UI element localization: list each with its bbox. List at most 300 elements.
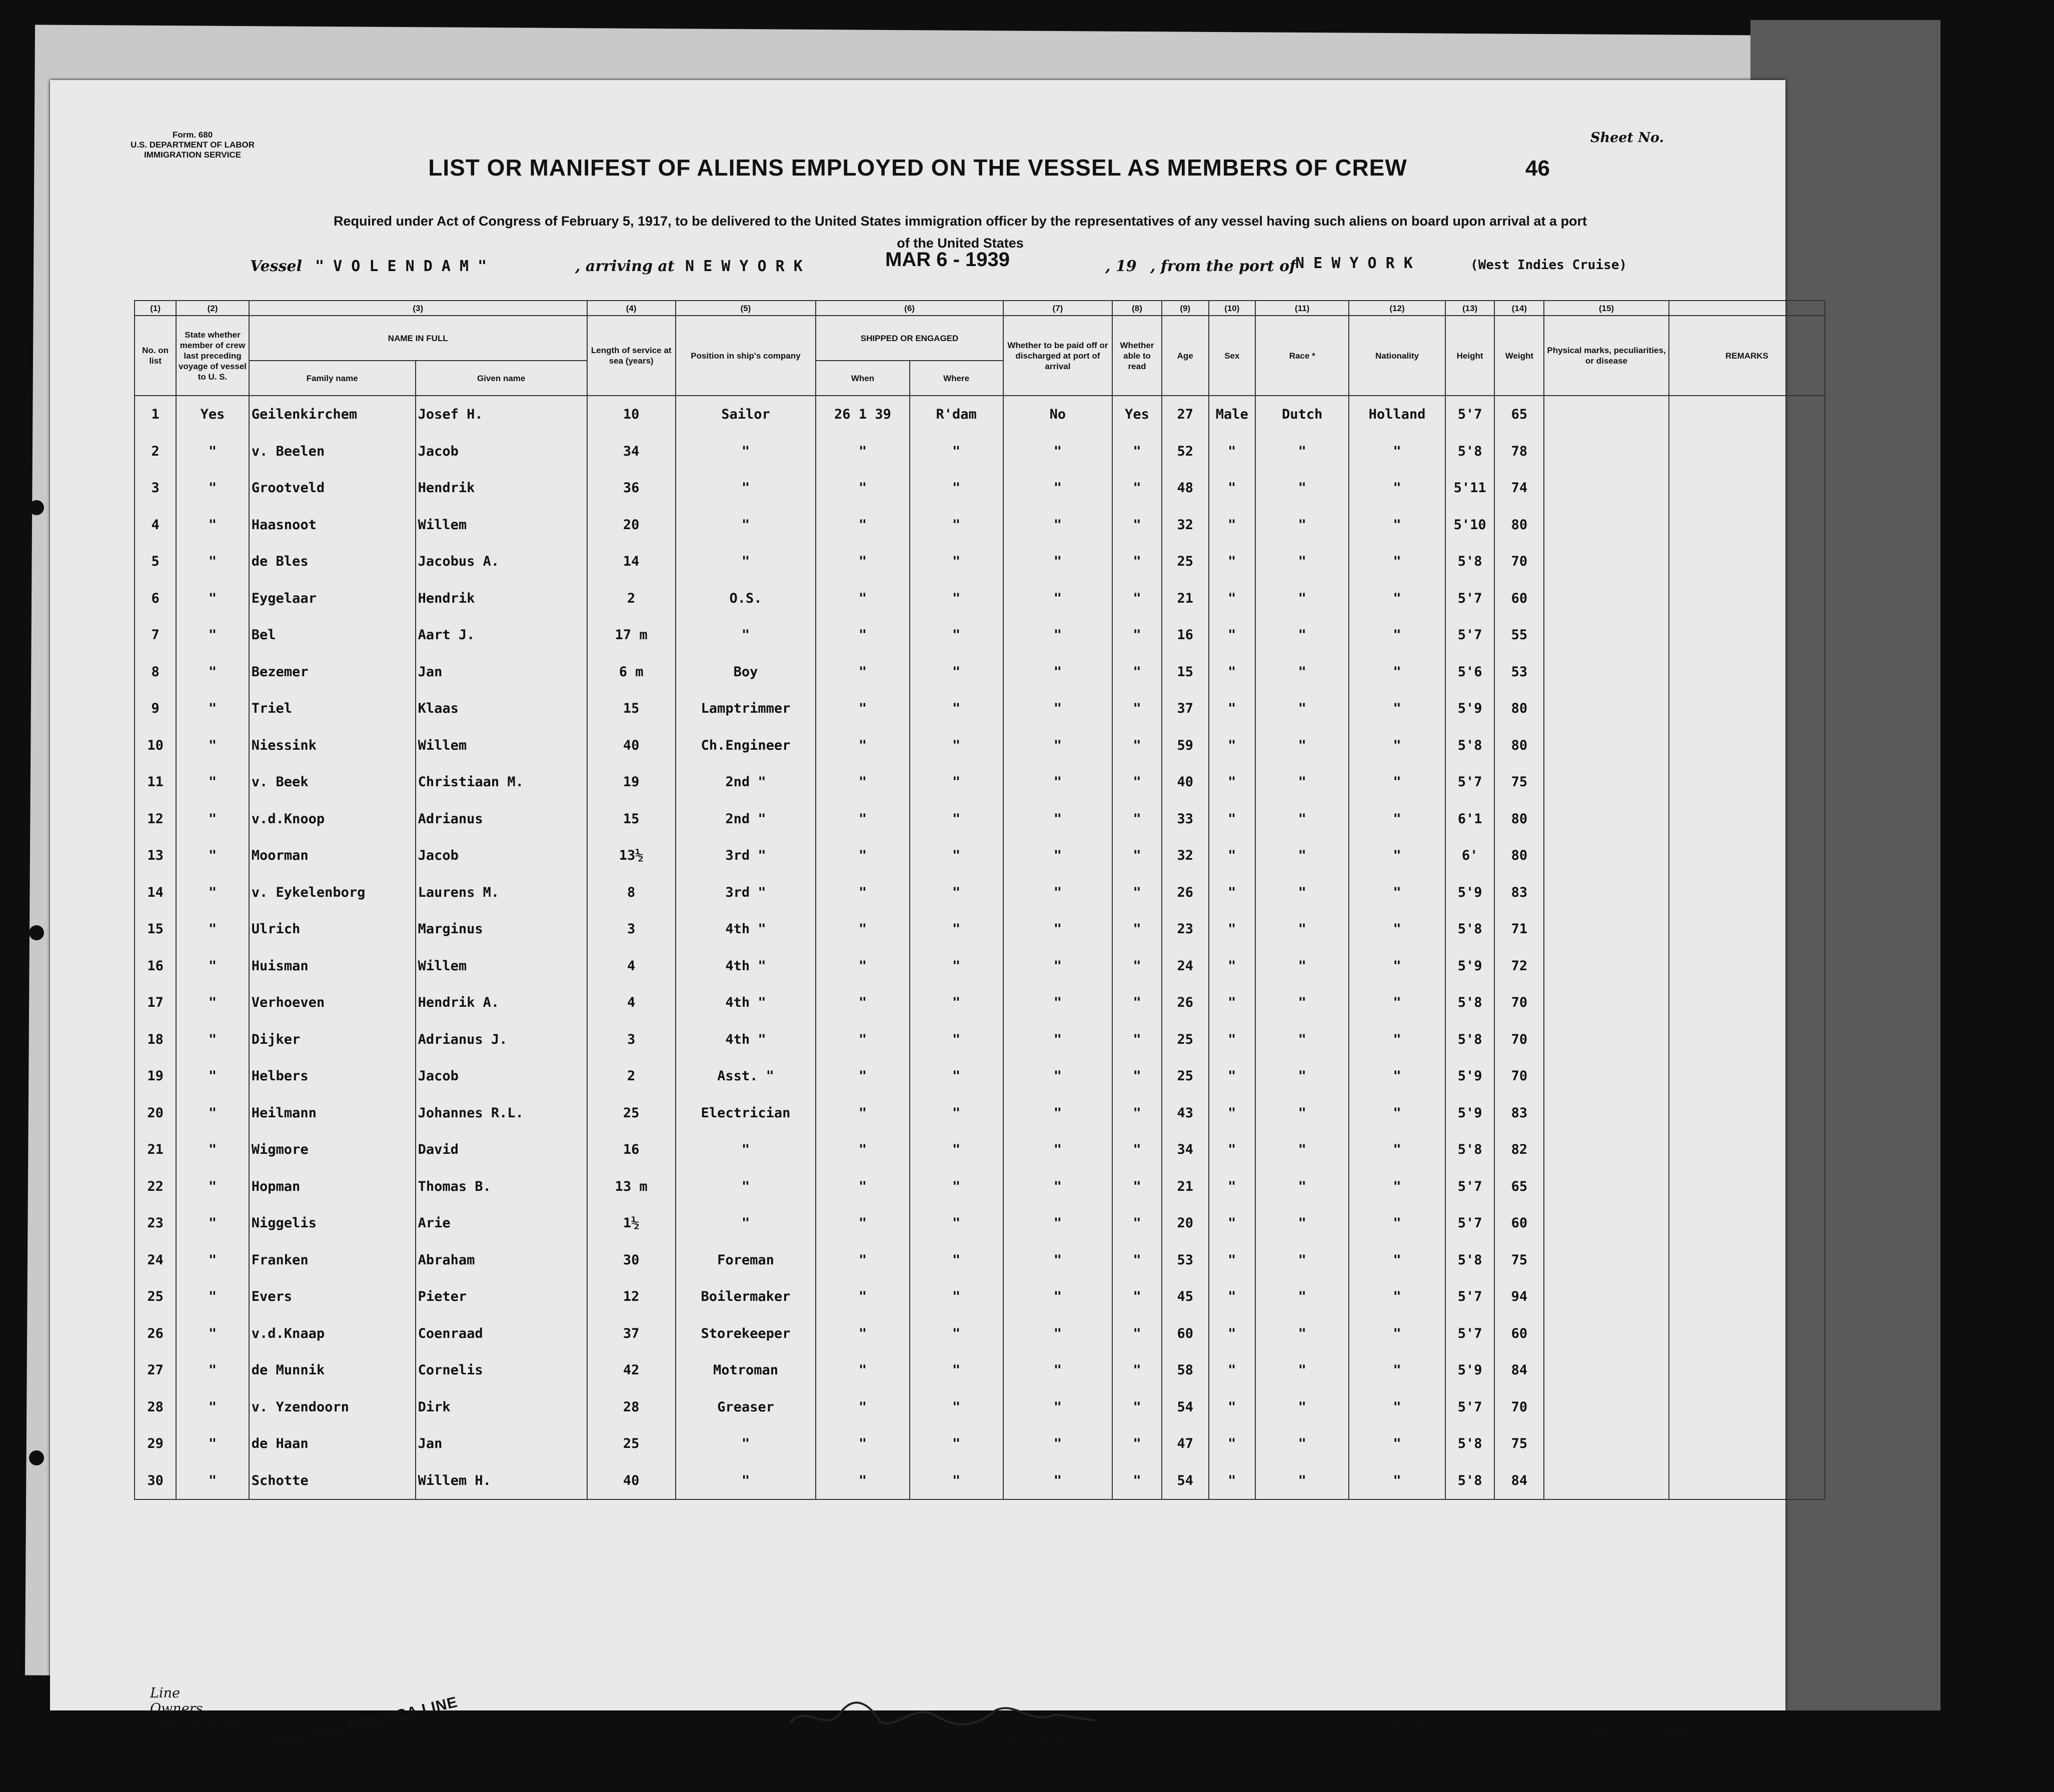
cell-nationality: "	[1349, 801, 1445, 838]
cell-remarks	[1669, 948, 1825, 985]
cell-service-length: 37	[587, 1315, 676, 1352]
cell-sex: "	[1209, 470, 1256, 507]
cell-nationality: "	[1349, 1352, 1445, 1389]
table-row	[135, 617, 1825, 654]
cell-age: 43	[1162, 1095, 1209, 1132]
cell-weight: 80	[1494, 507, 1544, 544]
cell-sex: "	[1209, 1315, 1256, 1352]
cell-nationality: "	[1349, 470, 1445, 507]
cell-nationality: "	[1349, 617, 1445, 654]
cell-able-to-read: "	[1112, 1095, 1162, 1132]
table-row	[135, 837, 1825, 874]
cell-family-name: Grootveld	[249, 470, 416, 507]
cell-remarks	[1669, 1205, 1825, 1242]
cell-row-number: 27	[135, 1352, 176, 1389]
header-prev-voyage: State whether member of crew last preceding voyage of vessel to U. S.	[176, 316, 249, 396]
cell-shipped-when: "	[816, 1021, 909, 1058]
table-row	[135, 433, 1825, 470]
colnum-13: (13)	[1445, 301, 1495, 316]
cell-shipped-where: "	[910, 948, 1003, 985]
cell-nationality: "	[1349, 727, 1445, 764]
cell-able-to-read: "	[1112, 1425, 1162, 1462]
cell-row-number: 16	[135, 948, 176, 985]
cell-physical-marks	[1544, 1315, 1669, 1352]
table-row	[135, 1131, 1825, 1168]
cell-shipped-where: "	[910, 1168, 1003, 1205]
cell-age: 15	[1162, 654, 1209, 691]
cell-shipped-when: "	[816, 1425, 909, 1462]
cell-nationality: "	[1349, 764, 1445, 801]
cell-remarks	[1669, 1095, 1825, 1132]
cell-race: "	[1255, 1021, 1349, 1058]
vessel-name: " V O L E N D A M "	[315, 258, 487, 275]
cell-paid-off: "	[1003, 764, 1112, 801]
cell-prev-voyage: "	[176, 764, 249, 801]
colnum-remarks	[1669, 301, 1825, 316]
cell-given-name: Willem	[416, 727, 587, 764]
cell-family-name: Bel	[249, 617, 416, 654]
cell-height: 5'9	[1445, 948, 1495, 985]
cell-age: 27	[1162, 396, 1209, 433]
cell-given-name: Jacob	[416, 1058, 587, 1095]
table-row	[135, 690, 1825, 727]
cell-race: "	[1255, 874, 1349, 911]
cell-age: 25	[1162, 1058, 1209, 1095]
cell-family-name: Eygelaar	[249, 580, 416, 617]
cell-able-to-read: "	[1112, 1021, 1162, 1058]
cell-shipped-where: "	[910, 507, 1003, 544]
cell-paid-off: "	[1003, 874, 1112, 911]
from-port: N E W Y O R K	[1295, 255, 1413, 272]
cell-shipped-where: "	[910, 874, 1003, 911]
cell-age: 53	[1162, 1242, 1209, 1279]
cell-physical-marks	[1544, 396, 1669, 433]
cell-family-name: v. Yzendoorn	[249, 1389, 416, 1426]
header-length-service: Length of service at sea (years)	[587, 316, 676, 396]
cell-prev-voyage: "	[176, 1278, 249, 1315]
cell-given-name: Jan	[416, 654, 587, 691]
cell-prev-voyage: "	[176, 984, 249, 1021]
punch-hole	[29, 1450, 44, 1465]
cell-height: 5'7	[1445, 1278, 1495, 1315]
cell-paid-off: "	[1003, 727, 1112, 764]
cell-given-name: Hendrik A.	[416, 984, 587, 1021]
cell-given-name: Coenraad	[416, 1315, 587, 1352]
cell-shipped-when: "	[816, 837, 909, 874]
cell-height: 5'7	[1445, 1168, 1495, 1205]
cell-paid-off: "	[1003, 837, 1112, 874]
cell-height: 5'7	[1445, 580, 1495, 617]
table-row	[135, 911, 1825, 948]
cell-sex: "	[1209, 1021, 1256, 1058]
cell-prev-voyage: "	[176, 1058, 249, 1095]
cell-sex: "	[1209, 617, 1256, 654]
table-row	[135, 874, 1825, 911]
cell-weight: 78	[1494, 433, 1544, 470]
cell-age: 24	[1162, 948, 1209, 985]
cell-race: "	[1255, 948, 1349, 985]
cell-given-name: David	[416, 1131, 587, 1168]
cell-paid-off: "	[1003, 654, 1112, 691]
cell-prev-voyage: "	[176, 727, 249, 764]
cell-nationality: Holland	[1349, 396, 1445, 433]
cell-able-to-read: "	[1112, 1462, 1162, 1500]
cell-race: "	[1255, 1058, 1349, 1095]
note-races: * See list of races on back hereof.	[1300, 1716, 1454, 1726]
cell-able-to-read: "	[1112, 690, 1162, 727]
cell-physical-marks	[1544, 1131, 1669, 1168]
cell-height: 5'8	[1445, 1021, 1495, 1058]
cell-sex: "	[1209, 764, 1256, 801]
cell-shipped-where: "	[910, 764, 1003, 801]
cell-weight: 80	[1494, 690, 1544, 727]
cell-weight: 53	[1494, 654, 1544, 691]
cell-height: 5'8	[1445, 984, 1495, 1021]
cell-prev-voyage: "	[176, 580, 249, 617]
cell-row-number: 2	[135, 433, 176, 470]
cell-service-length: 8	[587, 874, 676, 911]
cell-shipped-where: "	[910, 1425, 1003, 1462]
crew-rows	[135, 396, 1825, 1499]
cell-physical-marks	[1544, 543, 1669, 580]
cell-given-name: Hendrik	[416, 470, 587, 507]
cell-age: 40	[1162, 764, 1209, 801]
cell-height: 5'8	[1445, 727, 1495, 764]
cell-family-name: Bezemer	[249, 654, 416, 691]
header-paid-off: Whether to be paid off or discharged at port of arrival	[1003, 316, 1112, 396]
cell-physical-marks	[1544, 874, 1669, 911]
cell-position: "	[676, 543, 816, 580]
cell-given-name: Jacobus A.	[416, 543, 587, 580]
cell-paid-off: "	[1003, 1095, 1112, 1132]
cell-prev-voyage: "	[176, 1315, 249, 1352]
cell-paid-off: "	[1003, 1205, 1112, 1242]
cell-able-to-read: "	[1112, 1058, 1162, 1095]
cell-able-to-read: "	[1112, 764, 1162, 801]
cell-shipped-where: "	[910, 543, 1003, 580]
cell-able-to-read: "	[1112, 801, 1162, 838]
cell-shipped-where: "	[910, 727, 1003, 764]
cell-shipped-where: "	[910, 984, 1003, 1021]
cell-weight: 70	[1494, 984, 1544, 1021]
cell-row-number: 13	[135, 837, 176, 874]
cell-row-number: 26	[135, 1315, 176, 1352]
cell-family-name: de Munnik	[249, 1352, 416, 1389]
cell-given-name: Abraham	[416, 1242, 587, 1279]
cell-row-number: 6	[135, 580, 176, 617]
cell-nationality: "	[1349, 911, 1445, 948]
cell-physical-marks	[1544, 1205, 1669, 1242]
cell-sex: "	[1209, 543, 1256, 580]
vessel-line	[145, 249, 1775, 288]
cell-prev-voyage: "	[176, 507, 249, 544]
cell-age: 20	[1162, 1205, 1209, 1242]
cell-service-length: 25	[587, 1425, 676, 1462]
cell-race: "	[1255, 1205, 1349, 1242]
sheet-number-label: Sheet No.	[1590, 130, 1664, 146]
cell-shipped-where: "	[910, 433, 1003, 470]
cell-position: 2nd "	[676, 764, 816, 801]
cell-age: 25	[1162, 543, 1209, 580]
cell-nationality: "	[1349, 874, 1445, 911]
cell-row-number: 18	[135, 1021, 176, 1058]
cell-sex: "	[1209, 984, 1256, 1021]
cell-paid-off: "	[1003, 1425, 1112, 1462]
cell-sex: "	[1209, 1131, 1256, 1168]
cell-physical-marks	[1544, 1021, 1669, 1058]
cell-row-number: 19	[135, 1058, 176, 1095]
cell-able-to-read: "	[1112, 911, 1162, 948]
cell-service-length: 2	[587, 1058, 676, 1095]
cell-height: 5'7	[1445, 764, 1495, 801]
cell-shipped-when: "	[816, 433, 909, 470]
cell-weight: 80	[1494, 801, 1544, 838]
cell-shipped-where: "	[910, 617, 1003, 654]
cell-shipped-when: "	[816, 690, 909, 727]
cell-row-number: 3	[135, 470, 176, 507]
header-name-in-full: NAME IN FULL	[249, 316, 587, 361]
cell-physical-marks	[1544, 1242, 1669, 1279]
cell-row-number: 17	[135, 984, 176, 1021]
cell-given-name: Jacob	[416, 837, 587, 874]
header-height: Height	[1445, 316, 1495, 396]
cell-physical-marks	[1544, 948, 1669, 985]
cell-physical-marks	[1544, 507, 1669, 544]
cell-service-length: 15	[587, 690, 676, 727]
colnum-4: (4)	[587, 301, 676, 316]
cell-position: O.S.	[676, 580, 816, 617]
cell-age: 52	[1162, 433, 1209, 470]
cell-able-to-read: "	[1112, 1389, 1162, 1426]
line-label: Line	[150, 1685, 180, 1701]
cell-shipped-when: "	[816, 764, 909, 801]
cell-given-name: Adrianus J.	[416, 1021, 587, 1058]
cell-age: 60	[1162, 1315, 1209, 1352]
cell-able-to-read: "	[1112, 727, 1162, 764]
cell-physical-marks	[1544, 1425, 1669, 1462]
cell-paid-off: "	[1003, 507, 1112, 544]
cell-remarks	[1669, 1278, 1825, 1315]
date-stamp: MAR 6 - 1939	[885, 249, 1010, 271]
cell-service-length: 34	[587, 433, 676, 470]
cell-sex: "	[1209, 1168, 1256, 1205]
cell-remarks	[1669, 1131, 1825, 1168]
local-agents-label: Local Agents	[150, 1716, 239, 1732]
from-port-label: , from the port of	[1150, 258, 1296, 275]
cell-shipped-when: "	[816, 1168, 909, 1205]
cell-shipped-where: "	[910, 801, 1003, 838]
cell-given-name: Arie	[416, 1205, 587, 1242]
cell-position: "	[676, 1425, 816, 1462]
cell-weight: 82	[1494, 1131, 1544, 1168]
cell-row-number: 14	[135, 874, 176, 911]
cell-physical-marks	[1544, 1389, 1669, 1426]
colnum-5: (5)	[676, 301, 816, 316]
cell-shipped-when: "	[816, 984, 909, 1021]
cell-row-number: 5	[135, 543, 176, 580]
cell-position: 4th "	[676, 1021, 816, 1058]
cell-height: 5'8	[1445, 1425, 1495, 1462]
cell-nationality: "	[1349, 1205, 1445, 1242]
cell-given-name: Adrianus	[416, 801, 587, 838]
cell-physical-marks	[1544, 837, 1669, 874]
cell-age: 32	[1162, 837, 1209, 874]
cell-physical-marks	[1544, 654, 1669, 691]
table-row	[135, 1058, 1825, 1095]
cell-family-name: Heilmann	[249, 1095, 416, 1132]
department-name: U.S. DEPARTMENT OF LABOR	[130, 140, 255, 150]
cell-family-name: Hopman	[249, 1168, 416, 1205]
cell-able-to-read: "	[1112, 580, 1162, 617]
cell-shipped-where: "	[910, 654, 1003, 691]
cell-position: 2nd "	[676, 801, 816, 838]
cell-nationality: "	[1349, 948, 1445, 985]
cell-age: 21	[1162, 580, 1209, 617]
cell-sex: "	[1209, 654, 1256, 691]
cell-row-number: 12	[135, 801, 176, 838]
cell-nationality: "	[1349, 1462, 1445, 1500]
cell-age: 32	[1162, 507, 1209, 544]
cell-age: 26	[1162, 874, 1209, 911]
cell-able-to-read: "	[1112, 1278, 1162, 1315]
cell-race: "	[1255, 1389, 1349, 1426]
cell-service-length: 14	[587, 543, 676, 580]
cell-physical-marks	[1544, 1462, 1669, 1500]
cell-remarks	[1669, 764, 1825, 801]
cell-physical-marks	[1544, 911, 1669, 948]
cell-given-name: Laurens M.	[416, 874, 587, 911]
cell-paid-off: "	[1003, 1021, 1112, 1058]
cell-shipped-when: "	[816, 1462, 909, 1500]
header-when: When	[816, 361, 909, 396]
cell-shipped-when: "	[816, 948, 909, 985]
table-row	[135, 470, 1825, 507]
cell-prev-voyage: "	[176, 1021, 249, 1058]
cell-shipped-when: "	[816, 727, 909, 764]
cell-given-name: Johannes R.L.	[416, 1095, 587, 1132]
cell-nationality: "	[1349, 433, 1445, 470]
cell-height: 5'8	[1445, 433, 1495, 470]
cell-sex: "	[1209, 507, 1256, 544]
cell-prev-voyage: "	[176, 801, 249, 838]
colnum-7: (7)	[1003, 301, 1112, 316]
cell-given-name: Josef H.	[416, 396, 587, 433]
cell-family-name: Dijker	[249, 1021, 416, 1058]
cell-sex: "	[1209, 1242, 1256, 1279]
column-number-row	[135, 301, 1825, 316]
cell-paid-off: "	[1003, 1352, 1112, 1389]
cell-row-number: 8	[135, 654, 176, 691]
cell-weight: 75	[1494, 1242, 1544, 1279]
cell-race: "	[1255, 1278, 1349, 1315]
cell-sex: "	[1209, 1205, 1256, 1242]
cell-given-name: Willem H.	[416, 1462, 587, 1500]
table-row	[135, 507, 1825, 544]
cell-family-name: Franken	[249, 1242, 416, 1279]
cell-height: 5'8	[1445, 911, 1495, 948]
cruise-note: (West Indies Cruise)	[1470, 258, 1627, 273]
cell-height: 5'7	[1445, 1205, 1495, 1242]
cell-able-to-read: "	[1112, 1131, 1162, 1168]
cell-row-number: 25	[135, 1278, 176, 1315]
cell-service-length: 19	[587, 764, 676, 801]
cell-physical-marks	[1544, 1095, 1669, 1132]
cell-age: 37	[1162, 690, 1209, 727]
cell-shipped-when: "	[816, 1205, 909, 1242]
cell-prev-voyage: "	[176, 911, 249, 948]
cell-race: "	[1255, 543, 1349, 580]
cell-prev-voyage: "	[176, 1425, 249, 1462]
header-family-name: Family name	[249, 361, 416, 396]
cell-shipped-where: R'dam	[910, 396, 1003, 433]
cell-weight: 72	[1494, 948, 1544, 985]
cell-height: 5'8	[1445, 543, 1495, 580]
cell-family-name: Geilenkirchem	[249, 396, 416, 433]
page-number: 46	[1525, 156, 1550, 181]
cell-service-length: 3	[587, 911, 676, 948]
cell-sex: "	[1209, 1389, 1256, 1426]
cell-able-to-read: "	[1112, 984, 1162, 1021]
cell-remarks	[1669, 507, 1825, 544]
cell-remarks	[1669, 727, 1825, 764]
cell-nationality: "	[1349, 654, 1445, 691]
cell-physical-marks	[1544, 1352, 1669, 1389]
cell-weight: 70	[1494, 1021, 1544, 1058]
colnum-11: (11)	[1255, 301, 1349, 316]
cell-race: Dutch	[1255, 396, 1349, 433]
cell-row-number: 11	[135, 764, 176, 801]
cell-shipped-when: "	[816, 1242, 909, 1279]
cell-paid-off: "	[1003, 1168, 1112, 1205]
cell-row-number: 4	[135, 507, 176, 544]
cell-position: Motroman	[676, 1352, 816, 1389]
cell-shipped-where: "	[910, 911, 1003, 948]
cell-race: "	[1255, 984, 1349, 1021]
cell-age: 26	[1162, 984, 1209, 1021]
table-row	[135, 1205, 1825, 1242]
header-where: Where	[910, 361, 1003, 396]
cell-family-name: Niggelis	[249, 1205, 416, 1242]
cell-shipped-when: "	[816, 874, 909, 911]
cell-paid-off: "	[1003, 470, 1112, 507]
cell-family-name: Schotte	[249, 1462, 416, 1500]
cell-service-length: 17 m	[587, 617, 676, 654]
cell-given-name: Dirk	[416, 1389, 587, 1426]
cell-sex: "	[1209, 690, 1256, 727]
cell-race: "	[1255, 1095, 1349, 1132]
cell-race: "	[1255, 764, 1349, 801]
cell-family-name: v. Beek	[249, 764, 416, 801]
footer-notes	[1300, 1715, 1780, 1750]
inspector-label: Immigrant Inspector.	[975, 1729, 1101, 1742]
cell-row-number: 22	[135, 1168, 176, 1205]
cell-row-number: 21	[135, 1131, 176, 1168]
cell-nationality: "	[1349, 1278, 1445, 1315]
punch-hole	[29, 500, 44, 515]
cell-sex: "	[1209, 1352, 1256, 1389]
cell-paid-off: "	[1003, 1462, 1112, 1500]
cell-sex: "	[1209, 727, 1256, 764]
cell-race: "	[1255, 911, 1349, 948]
header-nationality: Nationality	[1349, 316, 1445, 396]
colnum-2: (2)	[176, 301, 249, 316]
cell-race: "	[1255, 1242, 1349, 1279]
cell-race: "	[1255, 1168, 1349, 1205]
table-row	[135, 727, 1825, 764]
cell-age: 16	[1162, 617, 1209, 654]
cell-able-to-read: "	[1112, 837, 1162, 874]
cell-able-to-read: "	[1112, 1315, 1162, 1352]
